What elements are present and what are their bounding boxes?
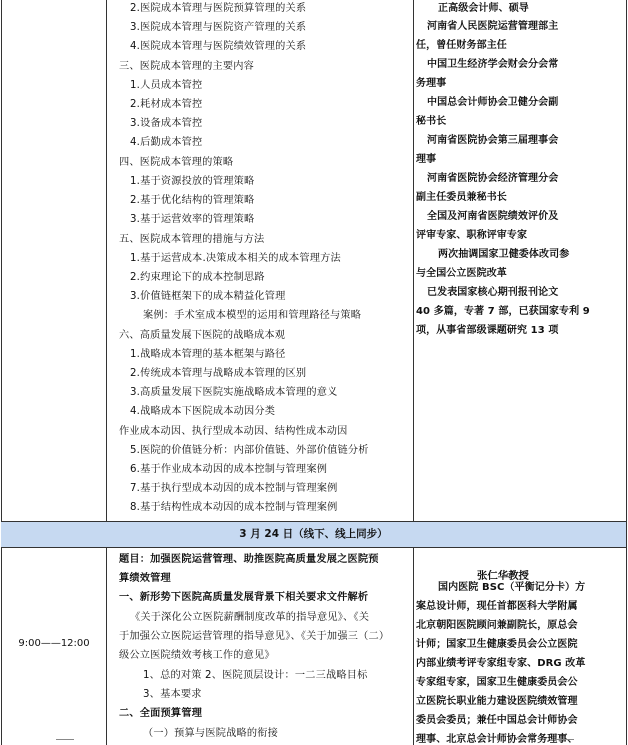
teacher-line: 正高级会计师、硕导: [438, 3, 529, 14]
teacher-line: 中国总会计师协会卫健分会副: [427, 97, 559, 108]
content-line: 2.约束理论下的成本控制思路: [130, 272, 265, 283]
content-line: 2.传统成本管理与战略成本管理的区别: [130, 368, 307, 379]
content-line: 2.耗材成本管控: [130, 99, 203, 110]
teacher-line: 计师；国家卫生健康委员会公立医院: [416, 639, 578, 650]
content-line: 《关于深化公立医院薪酬制度改革的指导意见》、《关: [130, 612, 370, 623]
teacher-line: 项，从事省部级课题研究 13 项: [416, 325, 559, 336]
content-line: 于加强公立医院运营管理的指导意见》、《关于加强三（二）: [119, 631, 390, 642]
content-line: 5.医院的价值链分析：内部价值链、外部价值链分析: [130, 445, 369, 456]
content-heading: 一、新形势下医院高质量发展背景下相关要求文件解析: [119, 592, 369, 603]
teacher-line: 务理事: [416, 78, 447, 89]
teacher-line: 国内医院 BSC（平衡记分卡）方: [438, 582, 586, 593]
table-border-right: [626, 0, 627, 745]
content-case: 案例：手术室成本模型的运用和管理路径与策略: [143, 310, 362, 321]
teacher-line: 专家组专家，国家卫生健康委员会公: [416, 677, 578, 688]
teacher-line: 理事: [416, 154, 437, 165]
content-line: 作业成本动因、执行型成本动因、结构性成本动因: [119, 426, 348, 437]
section2-teacher: [414, 578, 626, 745]
content-line: 4.医院成本管理与医院绩效管理的关系: [130, 41, 307, 52]
teacher-line: 与全国公立医院改革: [416, 268, 507, 279]
content-line: 1.基于资源投放的管理策略: [130, 176, 255, 187]
section1-teacher: [414, 0, 626, 521]
content-line: 3.医院成本管理与医院资产管理的关系: [130, 22, 307, 33]
teacher-line: 两次抽调国家卫健委体改司参: [438, 249, 570, 260]
content-line: 3.设备成本管控: [130, 118, 203, 129]
teacher-line: 评审专家、职称评审专家: [416, 230, 528, 241]
content-line: 2.基于优化结构的管理策略: [130, 195, 255, 206]
content-line: 2.医院成本管理与医院预算管理的关系: [130, 3, 307, 14]
teacher-line: 北京朝阳医院顾问兼副院长，原总会: [416, 620, 578, 631]
teacher-line: 委员会委员；兼任中国总会计师协会: [416, 715, 578, 726]
teacher-line: 河南省医院协会经济管理分会: [427, 173, 559, 184]
content-heading: 五、医院成本管理的措施与方法: [119, 234, 265, 245]
teacher-line: 秘书长: [416, 116, 447, 127]
teacher-line: 河南省人民医院运营管理部主: [427, 21, 559, 32]
content-line: 8.基于结构性成本动因的成本控制与管理案例: [130, 502, 338, 513]
content-line: 3.高质量发展下医院实施战略成本管理的意义: [130, 387, 338, 398]
content-line: 3、基本要求: [143, 689, 202, 700]
content-line: 4.后勤成本管控: [130, 137, 203, 148]
page-edge-mark-left: [56, 739, 74, 745]
content-heading: 六、高质量发展下医院的战略成本观: [119, 330, 286, 341]
teacher-line: 理事、北京总会计师协会常务理事、: [416, 734, 578, 745]
content-line: 7.基于执行型成本动因的成本控制与管理案例: [130, 483, 338, 494]
teacher-line: 已发表国家核心期刊报刊论文: [427, 287, 559, 298]
column-divider-1: [106, 0, 107, 522]
teacher-line: 副主任委员兼秘书长: [416, 192, 507, 203]
content-heading: 二、全面预算管理: [119, 708, 203, 719]
section2-content: [112, 548, 412, 745]
column-divider-1b: [106, 547, 107, 745]
content-line: 1.基于运营成本.决策成本相关的成本管理方法: [130, 253, 341, 264]
teacher-line: 河南省医院协会第三届理事会: [427, 135, 559, 146]
teacher-line: 40 多篇，专著 7 部，已获国家专利 9: [416, 306, 590, 317]
content-line: 1.战略成本管理的基本框架与路径: [130, 349, 286, 360]
content-line: （一）预算与医院战略的衔接: [143, 728, 279, 739]
content-title: 算绩效管理: [119, 573, 171, 584]
section1-content: [112, 0, 412, 521]
page-edge-mark-right: [556, 739, 574, 745]
content-title: 题目：加强医院运营管理、助推医院高质量发展之医院预: [119, 554, 379, 565]
teacher-line: 任，曾任财务部主任: [416, 40, 507, 51]
content-line: 1.人员成本管控: [130, 80, 203, 91]
content-line: 6.基于作业成本动因的成本控制与管理案例: [130, 464, 328, 475]
content-line: 1、总的对策 2、医院顶层设计：一二三战略目标: [143, 670, 368, 681]
teacher-line: 全国及河南省医院绩效评价及: [427, 211, 559, 222]
teacher-line: 立医院长职业能力建设医院绩效管理: [416, 696, 578, 707]
content-line: 级公立医院绩效考核工作的意见》: [119, 650, 275, 661]
teacher-line: 内部业绩考评专家组专家、DRG 改革: [416, 658, 586, 669]
teacher-line: 中国卫生经济学会财会分会常: [427, 59, 559, 70]
content-heading: 四、医院成本管理的策略: [119, 157, 234, 168]
session-time: [2, 546, 106, 740]
date-band: 3 月 24 日（线下、线上同步）: [1, 522, 626, 547]
content-heading: 三、医院成本管理的主要内容: [119, 61, 255, 72]
content-line: 3.价值链框架下的成本精益化管理: [130, 291, 286, 302]
teacher-line: 案总设计师，现任首都医科大学附属: [416, 601, 578, 612]
session-time-text: 9:00——12:00: [18, 637, 90, 649]
teacher-name: 张仁华教授: [477, 570, 529, 582]
content-line: 3.基于运营效率的管理策略: [130, 214, 255, 225]
content-line: 4.战略成本下医院成本动因分类: [130, 406, 276, 417]
